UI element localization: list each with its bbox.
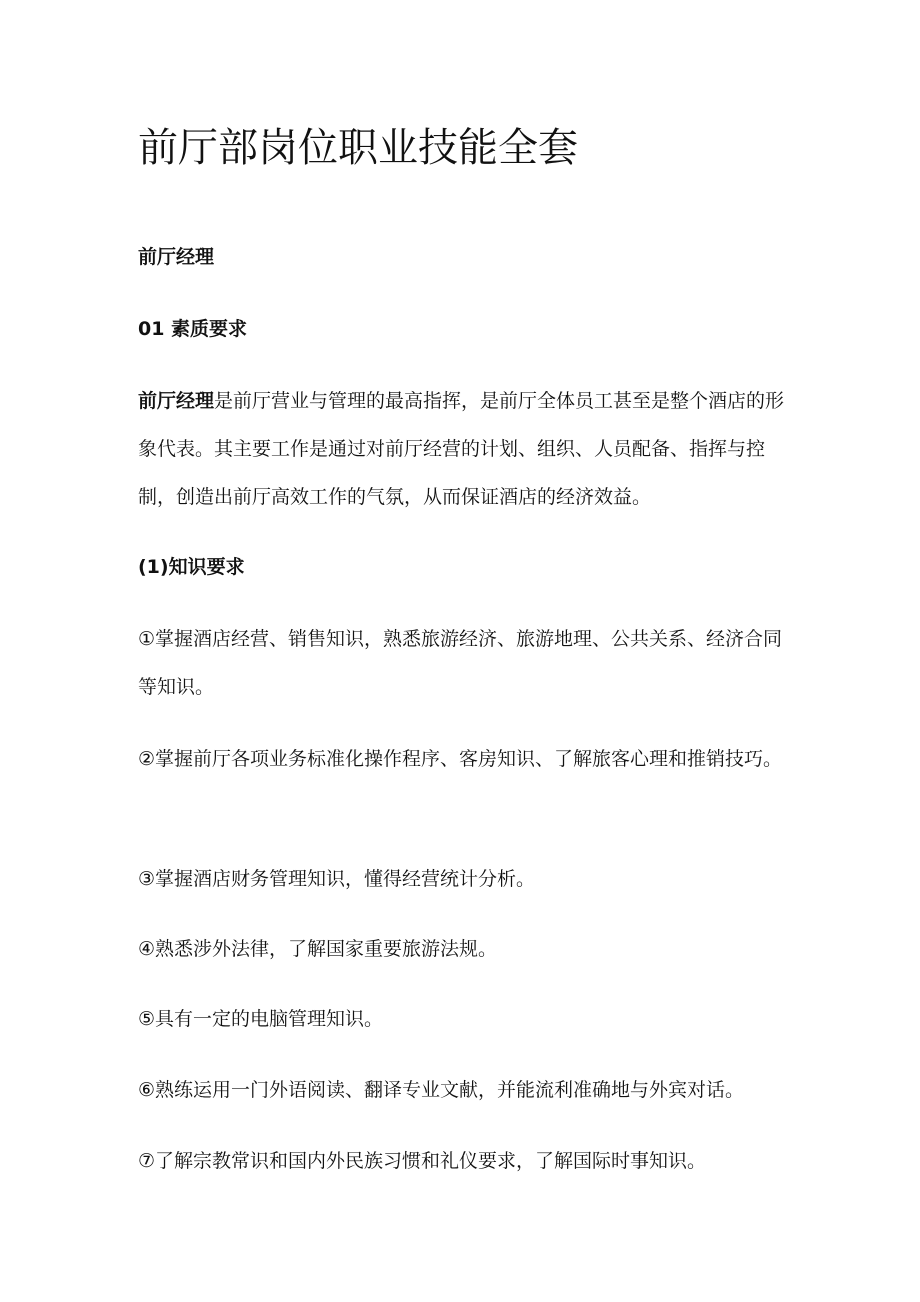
knowledge-item: ④熟悉涉外法律，了解国家重要旅游法规。	[138, 938, 498, 960]
document-title: 前厅部岗位职业技能全套	[138, 125, 578, 171]
knowledge-item: ⑥熟练运用一门外语阅读、翻译专业文献，并能流利准确地与外宾对话。	[138, 1079, 745, 1101]
subsection-heading: 01 素质要求	[138, 318, 248, 340]
knowledge-item: ①掌握酒店经营、销售知识，熟悉旅游经济、旅游地理、公共关系、经济合同等知识。	[138, 628, 783, 698]
knowledge-item: ②掌握前厅各项业务标准化操作程序、客房知识、了解旅客心理和推销技巧。	[138, 748, 783, 770]
intro-lead-bold: 前厅经理	[138, 390, 215, 412]
section-heading: 前厅经理	[138, 246, 215, 268]
knowledge-item: ③掌握酒店财务管理知识，懂得经营统计分析。	[138, 868, 536, 890]
knowledge-item: ⑦了解宗教常识和国内外民族习惯和礼仪要求，了解国际时事知识。	[138, 1150, 707, 1172]
knowledge-item: ⑤具有一定的电脑管理知识。	[138, 1008, 384, 1030]
intro-text: 是前厅营业与管理的最高指挥，是前厅全体员工甚至是整个酒店的形象代表。其主要工作是通过对前厅经营的计划、组织、人员配备、指挥与控制，创造出前厅高效工作的气氛，从而保证酒店的经济效益。	[138, 390, 785, 508]
knowledge-heading: (1)知识要求	[138, 556, 245, 578]
intro-paragraph	[138, 377, 786, 521]
